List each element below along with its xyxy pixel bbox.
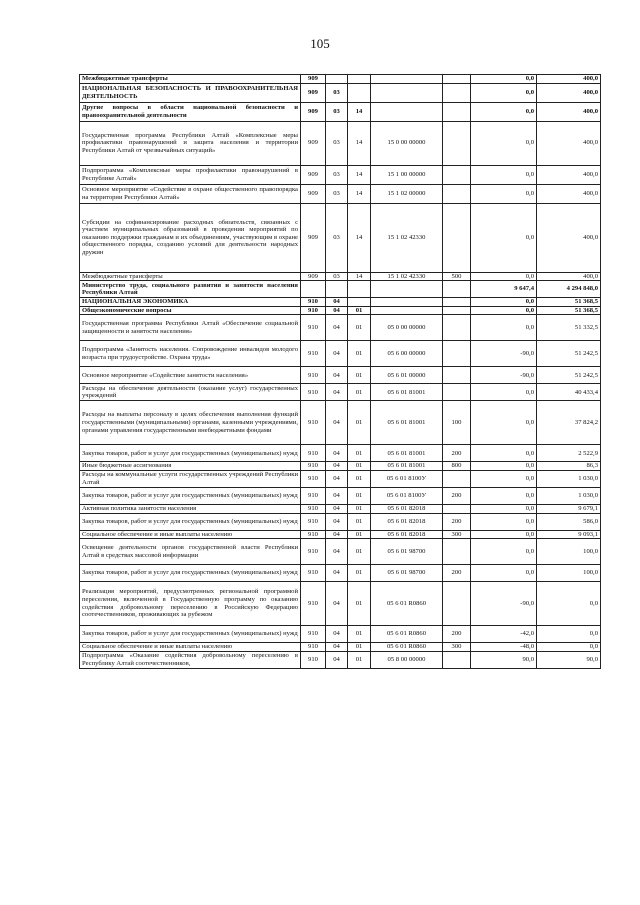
change-amount: 0,0 (471, 539, 537, 565)
administrator-code: 910 (301, 504, 326, 513)
total-amount: 9 679,1 (537, 504, 601, 513)
subsection-code: 01 (348, 513, 371, 530)
subsection-code: 01 (348, 470, 371, 487)
section-code: 04 (326, 643, 348, 652)
administrator-code: 910 (301, 315, 326, 341)
total-amount: 1 030,0 (537, 487, 601, 504)
administrator-code: 910 (301, 643, 326, 652)
table-row (80, 315, 601, 341)
target-article-code: 05 6 01 82018 (371, 530, 443, 539)
target-article-code (371, 102, 443, 121)
expense-type-code (443, 384, 471, 401)
subsection-code: 01 (348, 367, 371, 384)
budget-item-name: Реализация мероприятий, предусмотренных региональной программой переселения, включенной в Государственную программу по оказанию содействия добровольному переселению в Российскую Федерацию соотечественников, проживающих за рубежом (80, 582, 301, 626)
change-amount: 0,0 (471, 401, 537, 445)
subsection-code: 01 (348, 539, 371, 565)
administrator-code: 909 (301, 102, 326, 121)
expense-type-code (443, 582, 471, 626)
target-article-code (371, 306, 443, 315)
administrator-code: 909 (301, 83, 326, 102)
target-article-code: 05 6 01 81001 (371, 445, 443, 462)
change-amount: 0,0 (471, 184, 537, 203)
subsection-code: 01 (348, 315, 371, 341)
expense-type-code: 500 (443, 272, 471, 281)
target-article-code: 15 1 02 42330 (371, 203, 443, 272)
section-code: 04 (326, 513, 348, 530)
section-code: 04 (326, 582, 348, 626)
table-row (80, 203, 601, 272)
subsection-code: 01 (348, 445, 371, 462)
total-amount: 400,0 (537, 272, 601, 281)
subsection-code (348, 75, 371, 84)
budget-item-name: Государственная программа Республики Алтай «Обеспечение социальной защищенности и занятости населения» (80, 315, 301, 341)
total-amount: 400,0 (537, 102, 601, 121)
section-code: 04 (326, 298, 348, 307)
budget-item-name: Закупка товаров, работ и услуг для государственных (муниципальных) нужд (80, 487, 301, 504)
change-amount: 0,0 (471, 565, 537, 582)
total-amount: 51 368,5 (537, 298, 601, 307)
section-code: 04 (326, 504, 348, 513)
expense-type-code: 200 (443, 565, 471, 582)
budget-item-name: Основное мероприятие «Содействие занятости населения» (80, 367, 301, 384)
total-amount: 2 522,9 (537, 445, 601, 462)
table-row (80, 367, 601, 384)
total-amount: 400,0 (537, 165, 601, 184)
section-code: 04 (326, 530, 348, 539)
change-amount: 0,0 (471, 298, 537, 307)
budget-item-name: Основное мероприятие «Содействие в охране общественного правопорядка на территории Республики Алтай» (80, 184, 301, 203)
budget-item-name: Закупка товаров, работ и услуг для государственных (муниципальных) нужд (80, 513, 301, 530)
change-amount: 0,0 (471, 121, 537, 165)
total-amount: 586,0 (537, 513, 601, 530)
change-amount: 0,0 (471, 445, 537, 462)
table-row (80, 401, 601, 445)
subsection-code: 01 (348, 643, 371, 652)
budget-item-name: Общеэкономические вопросы (80, 306, 301, 315)
administrator-code: 910 (301, 582, 326, 626)
expense-type-code (443, 102, 471, 121)
total-amount: 51 242,5 (537, 367, 601, 384)
table-row (80, 384, 601, 401)
change-amount: 0,0 (471, 530, 537, 539)
administrator-code: 910 (301, 487, 326, 504)
expense-type-code (443, 298, 471, 307)
change-amount: 0,0 (471, 470, 537, 487)
change-amount: 0,0 (471, 203, 537, 272)
administrator-code: 910 (301, 470, 326, 487)
total-amount: 51 242,5 (537, 341, 601, 367)
total-amount: 0,0 (537, 626, 601, 643)
total-amount: 400,0 (537, 203, 601, 272)
budget-item-name: Субсидии на софинансирование расходных обязательств, связанных с участием муниципальных образований в проведении мероприятий по оказанию поддержки гражданам и их объединениям, участвующим в охране общественного порядка, созданию условий для деятельности народных дружин (80, 203, 301, 272)
section-code: 04 (326, 626, 348, 643)
administrator-code: 909 (301, 272, 326, 281)
expense-type-code (443, 184, 471, 203)
budget-item-name: Социальное обеспечение и иные выплаты населению (80, 643, 301, 652)
subsection-code: 14 (348, 203, 371, 272)
table-row (80, 445, 601, 462)
change-amount: 0,0 (471, 384, 537, 401)
expense-type-code: 200 (443, 513, 471, 530)
table-row (80, 102, 601, 121)
expense-type-code (443, 306, 471, 315)
budget-item-name: НАЦИОНАЛЬНАЯ БЕЗОПАСНОСТЬ И ПРАВООХРАНИТЕЛЬНАЯ ДЕЯТЕЛЬНОСТЬ (80, 83, 301, 102)
change-amount: 0,0 (471, 83, 537, 102)
administrator-code: 909 (301, 165, 326, 184)
subsection-code: 01 (348, 487, 371, 504)
section-code: 03 (326, 121, 348, 165)
expense-type-code: 200 (443, 487, 471, 504)
change-amount: 9 647,4 (471, 281, 537, 298)
section-code: 03 (326, 203, 348, 272)
total-amount: 0,0 (537, 582, 601, 626)
subsection-code: 14 (348, 121, 371, 165)
expense-type-code (443, 341, 471, 367)
administrator-code: 910 (301, 530, 326, 539)
total-amount: 51 368,5 (537, 306, 601, 315)
total-amount: 4 294 848,0 (537, 281, 601, 298)
administrator-code: 910 (301, 445, 326, 462)
section-code: 04 (326, 341, 348, 367)
change-amount: 90,0 (471, 651, 537, 668)
target-article-code (371, 298, 443, 307)
target-article-code: 05 6 01 8100У (371, 487, 443, 504)
change-amount: -48,0 (471, 643, 537, 652)
table-row (80, 539, 601, 565)
table-row (80, 75, 601, 84)
administrator-code: 910 (301, 306, 326, 315)
administrator-code: 909 (301, 121, 326, 165)
total-amount: 90,0 (537, 651, 601, 668)
section-code: 04 (326, 565, 348, 582)
table-row (80, 281, 601, 298)
section-code: 04 (326, 401, 348, 445)
target-article-code: 15 0 00 00000 (371, 121, 443, 165)
budget-item-name: Подпрограмма «Комплексные меры профилактики правонарушений в Республике Алтай» (80, 165, 301, 184)
expense-type-code: 100 (443, 401, 471, 445)
target-article-code: 05 8 00 00000 (371, 651, 443, 668)
expense-type-code (443, 367, 471, 384)
administrator-code: 909 (301, 184, 326, 203)
total-amount: 100,0 (537, 539, 601, 565)
change-amount: 0,0 (471, 75, 537, 84)
section-code: 04 (326, 306, 348, 315)
table-row (80, 462, 601, 471)
total-amount: 1 030,0 (537, 470, 601, 487)
table-row (80, 643, 601, 652)
subsection-code: 01 (348, 504, 371, 513)
total-amount: 86,3 (537, 462, 601, 471)
table-row (80, 306, 601, 315)
table-row (80, 83, 601, 102)
change-amount: 0,0 (471, 272, 537, 281)
target-article-code: 05 6 01 82018 (371, 504, 443, 513)
table-body (80, 75, 601, 669)
target-article-code (371, 83, 443, 102)
budget-item-name: НАЦИОНАЛЬНАЯ ЭКОНОМИКА (80, 298, 301, 307)
expense-type-code (443, 165, 471, 184)
target-article-code (371, 75, 443, 84)
total-amount: 40 433,4 (537, 384, 601, 401)
administrator-code: 910 (301, 298, 326, 307)
expense-type-code (443, 470, 471, 487)
subsection-code: 01 (348, 462, 371, 471)
budget-item-name: Иные бюджетные ассигнования (80, 462, 301, 471)
budget-item-name: Другие вопросы в области национальной безопасности и правоохранительной деятельности (80, 102, 301, 121)
administrator-code: 910 (301, 513, 326, 530)
expense-type-code (443, 539, 471, 565)
total-amount: 9 093,1 (537, 530, 601, 539)
expense-type-code (443, 651, 471, 668)
subsection-code: 01 (348, 530, 371, 539)
target-article-code: 05 6 01 R0860 (371, 582, 443, 626)
subsection-code: 01 (348, 341, 371, 367)
budget-item-name: Расходы на коммунальные услуги государственных учреждений Республики Алтай (80, 470, 301, 487)
section-code: 04 (326, 470, 348, 487)
change-amount: 0,0 (471, 315, 537, 341)
expense-type-code: 300 (443, 643, 471, 652)
subsection-code: 01 (348, 306, 371, 315)
target-article-code: 05 6 01 R0860 (371, 643, 443, 652)
table-row (80, 184, 601, 203)
expense-type-code: 800 (443, 462, 471, 471)
change-amount: -42,0 (471, 626, 537, 643)
budget-item-name: Социальное обеспечение и иные выплаты населению (80, 530, 301, 539)
budget-item-name: Закупка товаров, работ и услуг для государственных (муниципальных) нужд (80, 626, 301, 643)
subsection-code (348, 298, 371, 307)
target-article-code: 15 1 02 00000 (371, 184, 443, 203)
budget-item-name: Межбюджетные трансферты (80, 75, 301, 84)
subsection-code: 14 (348, 102, 371, 121)
budget-item-name: Закупка товаров, работ и услуг для государственных (муниципальных) нужд (80, 445, 301, 462)
section-code: 04 (326, 539, 348, 565)
expense-type-code: 200 (443, 626, 471, 643)
section-code: 03 (326, 184, 348, 203)
administrator-code (301, 281, 326, 298)
table-row (80, 651, 601, 668)
total-amount: 400,0 (537, 121, 601, 165)
budget-item-name: Активная политика занятости населения (80, 504, 301, 513)
section-code: 03 (326, 165, 348, 184)
administrator-code: 909 (301, 75, 326, 84)
expense-type-code: 200 (443, 445, 471, 462)
table-row (80, 272, 601, 281)
budget-item-name: Расходы на обеспечение деятельности (оказание услуг) государственных учреждений (80, 384, 301, 401)
budget-item-name: Закупка товаров, работ и услуг для государственных (муниципальных) нужд (80, 565, 301, 582)
change-amount: 0,0 (471, 513, 537, 530)
change-amount: 0,0 (471, 102, 537, 121)
table-row (80, 341, 601, 367)
target-article-code: 15 1 00 00000 (371, 165, 443, 184)
section-code: 03 (326, 83, 348, 102)
target-article-code: 05 6 01 98700 (371, 565, 443, 582)
administrator-code: 910 (301, 626, 326, 643)
page-number: 105 (310, 36, 330, 51)
total-amount: 400,0 (537, 184, 601, 203)
expense-type-code (443, 83, 471, 102)
change-amount: -90,0 (471, 582, 537, 626)
subsection-code (348, 281, 371, 298)
subsection-code: 01 (348, 565, 371, 582)
budget-item-name: Межбюджетные трансферты (80, 272, 301, 281)
change-amount: 0,0 (471, 487, 537, 504)
expense-type-code (443, 504, 471, 513)
section-code: 03 (326, 272, 348, 281)
subsection-code: 14 (348, 184, 371, 203)
change-amount: -90,0 (471, 367, 537, 384)
target-article-code: 05 6 01 R0860 (371, 626, 443, 643)
budget-item-name: Государственная программа Республики Алтай «Комплексные меры профилактики правонарушений и защита населения и территории Республики Алтай от чрезвычайных ситуаций» (80, 121, 301, 165)
table-row (80, 626, 601, 643)
target-article-code: 05 6 01 00000 (371, 367, 443, 384)
total-amount: 400,0 (537, 83, 601, 102)
total-amount: 37 824,2 (537, 401, 601, 445)
table-row (80, 121, 601, 165)
change-amount: 0,0 (471, 462, 537, 471)
subsection-code: 01 (348, 384, 371, 401)
target-article-code: 05 0 00 00000 (371, 315, 443, 341)
target-article-code: 05 6 01 81001 (371, 384, 443, 401)
subsection-code (348, 83, 371, 102)
administrator-code: 909 (301, 203, 326, 272)
section-code: 04 (326, 487, 348, 504)
section-code: 04 (326, 367, 348, 384)
change-amount: 0,0 (471, 504, 537, 513)
total-amount: 100,0 (537, 565, 601, 582)
target-article-code: 05 6 01 8100У (371, 470, 443, 487)
subsection-code: 01 (348, 626, 371, 643)
administrator-code: 910 (301, 539, 326, 565)
administrator-code: 910 (301, 565, 326, 582)
section-code: 03 (326, 102, 348, 121)
change-amount: -90,0 (471, 341, 537, 367)
budget-item-name: Освещение деятельности органов государственной власти Республики Алтай в средствах массовой информации (80, 539, 301, 565)
section-code (326, 281, 348, 298)
section-code: 04 (326, 384, 348, 401)
expense-type-code (443, 315, 471, 341)
section-code: 04 (326, 315, 348, 341)
section-code: 04 (326, 462, 348, 471)
administrator-code: 910 (301, 341, 326, 367)
administrator-code: 910 (301, 651, 326, 668)
target-article-code: 05 6 00 00000 (371, 341, 443, 367)
target-article-code: 15 1 02 42330 (371, 272, 443, 281)
administrator-code: 910 (301, 401, 326, 445)
budget-item-name: Министерство труда, социального развития и занятости населения Республики Алтай (80, 281, 301, 298)
target-article-code: 05 6 01 82018 (371, 513, 443, 530)
expense-type-code (443, 203, 471, 272)
target-article-code: 05 6 01 81001 (371, 462, 443, 471)
target-article-code: 05 6 01 81001 (371, 401, 443, 445)
administrator-code: 910 (301, 384, 326, 401)
subsection-code: 01 (348, 582, 371, 626)
expense-type-code (443, 75, 471, 84)
administrator-code: 910 (301, 462, 326, 471)
table-row (80, 165, 601, 184)
expense-type-code: 300 (443, 530, 471, 539)
subsection-code: 01 (348, 651, 371, 668)
budget-item-name: Расходы на выплаты персоналу в целях обеспечения выполнения функций государственными (муниципальными) органами, казенными учреждениями, органами управления государственными внебюджетными фондами (80, 401, 301, 445)
administrator-code: 910 (301, 367, 326, 384)
subsection-code: 14 (348, 272, 371, 281)
table-row (80, 565, 601, 582)
table-row (80, 487, 601, 504)
expense-type-code (443, 281, 471, 298)
subsection-code: 01 (348, 401, 371, 445)
target-article-code (371, 281, 443, 298)
section-code: 04 (326, 651, 348, 668)
table-row (80, 513, 601, 530)
budget-table (79, 74, 601, 669)
table-row (80, 582, 601, 626)
section-code: 04 (326, 445, 348, 462)
total-amount: 51 332,5 (537, 315, 601, 341)
change-amount: 0,0 (471, 306, 537, 315)
table-row (80, 298, 601, 307)
total-amount: 400,0 (537, 75, 601, 84)
budget-item-name: Подпрограмма «Занятость населения. Сопровождение инвалидов молодого возраста при трудоустройстве. Охрана труда» (80, 341, 301, 367)
subsection-code: 14 (348, 165, 371, 184)
target-article-code: 05 6 01 98700 (371, 539, 443, 565)
total-amount: 0,0 (537, 643, 601, 652)
table-row (80, 504, 601, 513)
table-row (80, 530, 601, 539)
table-row (80, 470, 601, 487)
section-code (326, 75, 348, 84)
budget-item-name: Подпрограмма «Оказание содействия добровольному переселению в Республику Алтай соотечественников, (80, 651, 301, 668)
expense-type-code (443, 121, 471, 165)
change-amount: 0,0 (471, 165, 537, 184)
